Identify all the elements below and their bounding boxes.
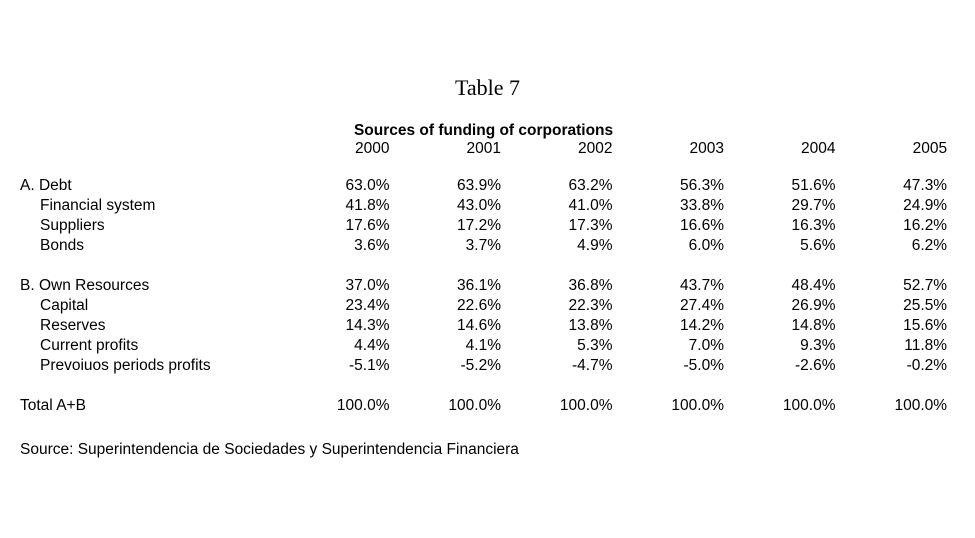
data-cell: 100.0% (336, 397, 390, 414)
data-cell: 25.5% (903, 297, 948, 314)
spacer-row (20, 158, 947, 176)
table-row-total (20, 396, 947, 416)
data-cell: -5.1% (349, 357, 390, 374)
data-cell: 13.8% (568, 317, 613, 334)
data-cell: 52.7% (903, 277, 948, 294)
data-cell: -5.0% (683, 357, 724, 374)
data-cell: 14.6% (457, 317, 501, 334)
data-cell: 33.8% (680, 197, 724, 214)
data-cell: 48.4% (791, 277, 836, 294)
data-cell: -4.7% (572, 357, 613, 374)
data-cell: 14.2% (680, 317, 724, 334)
row-label: Prevoiuos periods profits (40, 357, 211, 374)
data-cell: 56.3% (680, 177, 724, 194)
row-label: Capital (40, 297, 89, 314)
data-cell: 9.3% (800, 337, 836, 354)
data-cell: 5.6% (800, 237, 836, 254)
row-label: Current profits (40, 337, 139, 354)
table-row-previous-periods-profits (20, 356, 947, 376)
data-cell: 17.3% (568, 217, 613, 234)
data-cell: 23.4% (345, 297, 390, 314)
data-cell: 17.2% (457, 217, 501, 234)
data-cell: 26.9% (791, 297, 836, 314)
data-cell: -5.2% (460, 357, 501, 374)
column-header-2001: 2001 (466, 140, 501, 157)
data-cell: 43.7% (680, 277, 724, 294)
data-cell: 41.8% (345, 197, 390, 214)
column-header-2000: 2000 (355, 140, 390, 157)
table-row-financial-system (20, 196, 947, 216)
data-cell: 63.9% (457, 177, 501, 194)
data-cell: 22.3% (568, 297, 613, 314)
data-cell: 51.6% (791, 177, 836, 194)
data-cell: -2.6% (795, 357, 836, 374)
data-cell: 100.0% (671, 397, 724, 414)
row-label: B. Own Resources (20, 277, 150, 294)
data-cell: 5.3% (577, 337, 613, 354)
spacer-row (20, 256, 947, 276)
table-number-title: Table 7 (454, 75, 521, 100)
data-cell: 63.2% (568, 177, 613, 194)
data-cell: 16.3% (791, 217, 836, 234)
data-cell: 14.8% (791, 317, 836, 334)
funding-table (20, 122, 947, 416)
table-title: Sources of funding of corporations (353, 122, 614, 139)
row-label: Total A+B (20, 397, 86, 414)
table-row-capital (20, 296, 947, 316)
source-note: Source: Superintendencia de Sociedades y Superintendencia Financiera (20, 441, 519, 458)
data-cell: -0.2% (906, 357, 948, 374)
data-cell: 16.6% (680, 217, 724, 234)
data-cell: 22.6% (457, 297, 501, 314)
row-label: Reserves (40, 317, 106, 334)
data-cell: 100.0% (559, 397, 613, 414)
column-header-2004: 2004 (801, 140, 836, 157)
data-cell: 4.4% (354, 337, 390, 354)
data-cell: 15.6% (903, 317, 948, 334)
data-cell: 17.6% (345, 217, 390, 234)
table-row-reserves (20, 316, 947, 336)
data-cell: 41.0% (568, 197, 613, 214)
data-cell: 6.0% (688, 237, 724, 254)
data-cell: 7.0% (688, 337, 724, 354)
data-cell: 4.1% (465, 337, 501, 354)
data-cell: 37.0% (345, 277, 390, 294)
data-cell: 3.6% (354, 237, 390, 254)
row-label: A. Debt (20, 177, 72, 194)
column-header-2003: 2003 (689, 140, 724, 157)
data-cell: 36.1% (457, 277, 501, 294)
column-header-2005: 2005 (912, 140, 948, 157)
data-cell: 11.8% (904, 337, 948, 354)
data-cell: 4.9% (577, 237, 613, 254)
data-cell: 43.0% (457, 197, 501, 214)
spacer-row (20, 376, 947, 396)
data-cell: 29.7% (791, 197, 836, 214)
row-label-header (20, 140, 278, 158)
row-label: Suppliers (40, 217, 105, 234)
data-cell: 6.2% (911, 237, 948, 254)
year-header-row (20, 140, 947, 158)
data-cell: 36.8% (568, 277, 613, 294)
data-cell: 24.9% (903, 197, 948, 214)
data-cell: 100.0% (894, 397, 948, 414)
data-cell: 100.0% (448, 397, 501, 414)
table-row-current-profits (20, 336, 947, 356)
row-label: Bonds (40, 237, 84, 254)
data-cell: 63.0% (345, 177, 390, 194)
column-header-2002: 2002 (578, 140, 613, 157)
row-label: Financial system (40, 197, 156, 214)
table-row-debt (20, 176, 947, 196)
data-cell: 100.0% (782, 397, 836, 414)
data-cell: 16.2% (903, 217, 948, 234)
data-cell: 47.3% (903, 177, 948, 194)
data-cell: 27.4% (680, 297, 724, 314)
data-cell: 14.3% (345, 317, 390, 334)
table-row-bonds (20, 236, 947, 256)
table-row-suppliers (20, 216, 947, 236)
table-row-own-resources (20, 276, 947, 296)
data-cell: 3.7% (465, 237, 501, 254)
